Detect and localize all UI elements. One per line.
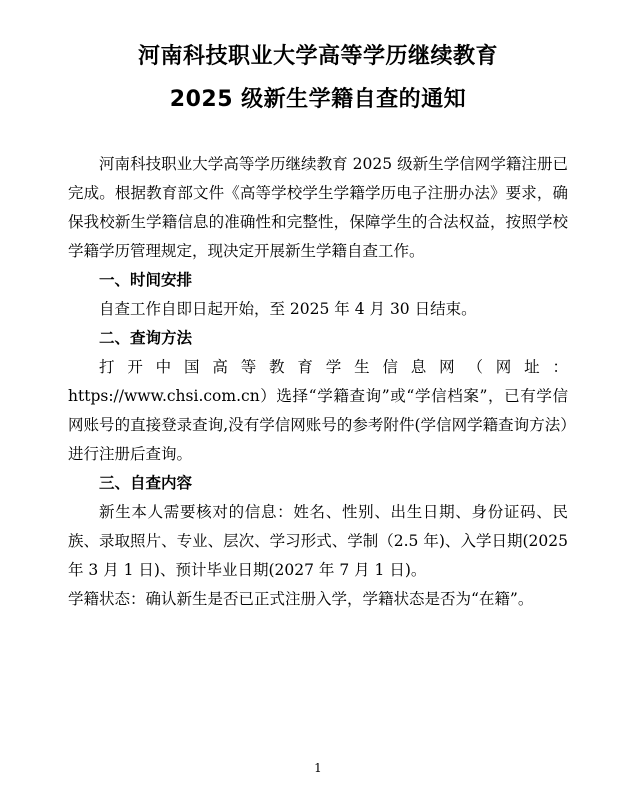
page-number: 1 (314, 761, 322, 775)
section-method-text: https://www.chsi.com.cn）选择“学籍查询”或“学信档案”，已有学信网账号的直接登录查询,没有学信网账号的参考附件(学信网学籍查询方法）进行注册后查询。 (68, 387, 568, 463)
section-content-text: 新生本人需要核对的信息：姓名、性别、出生日期、身份证码、民族、录取照片、专业、层次、学习形式、学制（2.5 年)、入学日期(2025 年 3 月 1 日)、预计毕业日期(2027 年 7 月 1 日)。 (68, 503, 568, 579)
section-heading-method: 二、查询方法 (99, 329, 193, 347)
section-heading-content: 三、自查内容 (99, 474, 193, 492)
intro-paragraph: 河南科技职业大学高等学历继续教育 2025 级新生学信网学籍注册已完成。根据教育部文件《高等学校学生学籍学历电子注册办法》要求，确保我校新生学籍信息的准确性和完整性，保障学生的合法权益，按照学校学籍学历管理规定，现决定开展新生学籍自查工作。 (68, 155, 568, 260)
document-body (68, 150, 568, 614)
document-title-line-1: 河南科技职业大学高等学历继续教育 (137, 44, 498, 69)
section-time-text: 自查工作自即日起开始，至 2025 年 4 月 30 日结束。 (99, 300, 477, 318)
section-method-line-1: 打开中国高等教育学生信息网（网址： (99, 358, 568, 376)
section-heading-time: 一、时间安排 (99, 271, 193, 289)
section-content-status: 学籍状态：确认新生是否已正式注册入学，学籍状态是否为“在籍”。 (68, 590, 534, 608)
document-title-line-2: 2025 级新生学籍自查的通知 (169, 87, 467, 112)
